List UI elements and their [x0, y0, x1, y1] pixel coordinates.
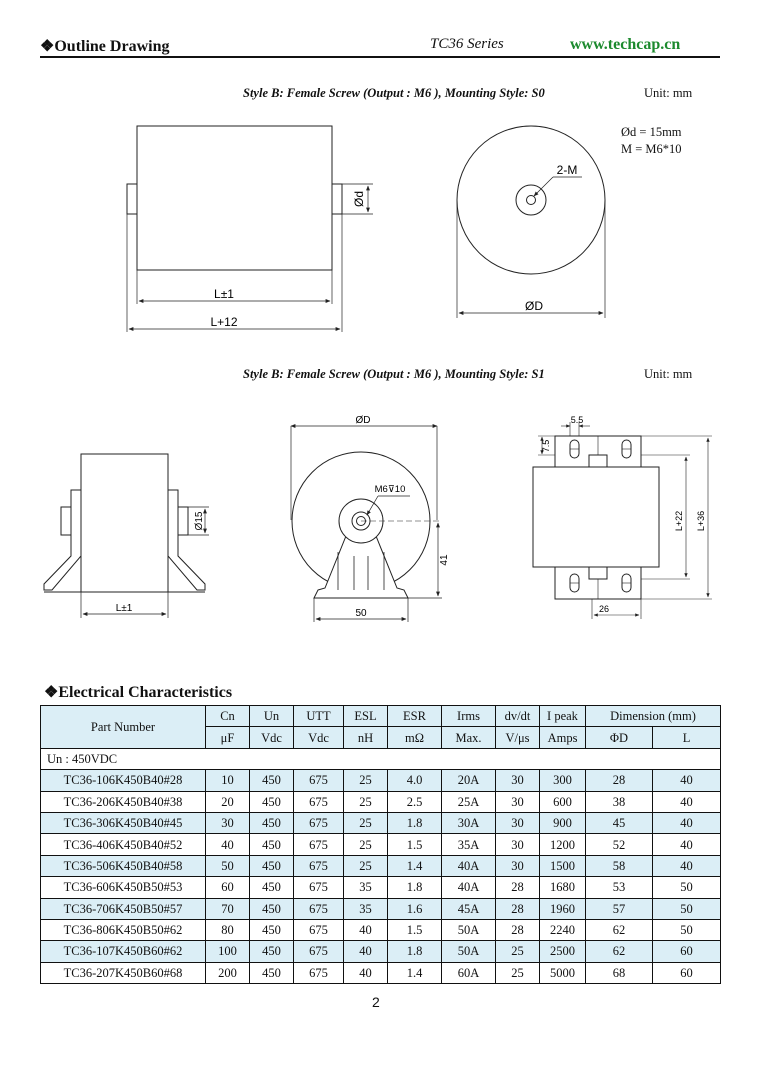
table-cell: 1.8	[388, 812, 442, 833]
s1-55-label: 5.5	[570, 415, 584, 425]
s1-50-label: 50	[355, 608, 367, 619]
table-row	[41, 877, 721, 898]
table-row	[41, 962, 721, 983]
table-cell: 60A	[442, 962, 496, 983]
table-cell: 50	[206, 855, 250, 876]
table-cell: 68	[586, 962, 653, 983]
table-cell: 40	[653, 770, 721, 791]
table-cell: 60	[206, 877, 250, 898]
table-row	[41, 812, 721, 833]
table-cell: 40A	[442, 855, 496, 876]
table-cell: 450	[250, 962, 294, 983]
table-cell: 30	[496, 834, 540, 855]
table-cell: 25	[344, 770, 388, 791]
table-cell: 28	[586, 770, 653, 791]
s0-d-small-label: Ød	[352, 190, 366, 208]
table-cell: 70	[206, 898, 250, 919]
table-cell: 50	[653, 877, 721, 898]
part-number-cell: TC36-306K450B40#45	[41, 812, 206, 833]
s1-l22-label: L+22	[674, 510, 684, 532]
table-cell: 1960	[540, 898, 586, 919]
style-s1-caption: Style B: Female Screw (Output : M6 ), Mounting Style: S1	[243, 367, 545, 381]
table-cell: 450	[250, 941, 294, 962]
table-cell: 450	[250, 834, 294, 855]
table-cell: 450	[250, 791, 294, 812]
table-cell: 5000	[540, 962, 586, 983]
s0-l1-label: L±1	[214, 287, 234, 301]
table-row	[41, 919, 721, 940]
table-cell: 52	[586, 834, 653, 855]
table-cell: 1.8	[388, 877, 442, 898]
col-part-number: Part Number	[41, 706, 206, 749]
unit-cell: Vdc	[250, 727, 294, 748]
s1-top-view	[533, 422, 712, 619]
unit-cell: mΩ	[388, 727, 442, 748]
s1-d15-label: Ø15	[194, 511, 205, 531]
col-dimension: Dimension (mm)	[586, 706, 721, 727]
table-cell: 675	[294, 919, 344, 940]
table-row	[41, 834, 721, 855]
table-cell: 675	[294, 962, 344, 983]
table-cell: 450	[250, 898, 294, 919]
table-cell: 40	[344, 919, 388, 940]
table-cell: 30	[496, 791, 540, 812]
table-cell: 35	[344, 898, 388, 919]
s1-41-label: 41	[439, 554, 450, 566]
table-cell: 62	[586, 941, 653, 962]
s1-26-label: 26	[598, 604, 610, 614]
table-cell: 1680	[540, 877, 586, 898]
unit-cell: Max.	[442, 727, 496, 748]
table-cell: 450	[250, 877, 294, 898]
outline-drawing-title: ❖Outline Drawing	[40, 38, 170, 55]
table-cell: 1500	[540, 855, 586, 876]
electrical-characteristics-title: ❖Electrical Characteristics	[44, 684, 233, 701]
table-cell: 675	[294, 770, 344, 791]
table-cell: 50	[653, 919, 721, 940]
s1-D-label: ØD	[355, 415, 371, 426]
table-cell: 675	[294, 812, 344, 833]
table-cell: 1.4	[388, 962, 442, 983]
part-number-cell: TC36-706K450B50#57	[41, 898, 206, 919]
s1-m6-label: M6⊽10	[374, 484, 406, 495]
table-cell: 30	[496, 770, 540, 791]
page-number: 2	[372, 994, 380, 1010]
part-number-cell: TC36-606K450B50#53	[41, 877, 206, 898]
table-cell: 28	[496, 919, 540, 940]
part-number-cell: TC36-107K450B60#62	[41, 941, 206, 962]
s0-2m-label: 2-M	[556, 163, 578, 177]
table-cell: 45	[586, 812, 653, 833]
s1-l1-label: L±1	[115, 603, 133, 614]
table-cell: 28	[496, 877, 540, 898]
table-cell: 62	[586, 919, 653, 940]
table-cell: 80	[206, 919, 250, 940]
table-cell: 675	[294, 898, 344, 919]
col-irms: Irms	[442, 706, 496, 727]
table-cell: 900	[540, 812, 586, 833]
table-cell: 30	[496, 855, 540, 876]
table-cell: 25	[344, 834, 388, 855]
table-row	[41, 770, 721, 791]
table-cell: 40	[653, 812, 721, 833]
col-utt: UTT	[294, 706, 344, 727]
table-cell: 2.5	[388, 791, 442, 812]
table-row	[41, 941, 721, 962]
table-cell: 50A	[442, 919, 496, 940]
group-label: Un : 450VDC	[41, 748, 721, 769]
part-number-cell: TC36-806K450B50#62	[41, 919, 206, 940]
unit-label-s1: Unit: mm	[644, 367, 693, 381]
table-cell: 1200	[540, 834, 586, 855]
unit-cell: L	[653, 727, 721, 748]
table-cell: 57	[586, 898, 653, 919]
electrical-characteristics-table	[40, 705, 721, 984]
table-row	[41, 791, 721, 812]
table-cell: 30A	[442, 812, 496, 833]
table-cell: 4.0	[388, 770, 442, 791]
s0-front-view	[457, 126, 605, 318]
unit-cell: nH	[344, 727, 388, 748]
table-cell: 50	[653, 898, 721, 919]
table-cell: 40A	[442, 877, 496, 898]
table-cell: 675	[294, 941, 344, 962]
series-name: TC36 Series	[430, 36, 504, 52]
table-cell: 28	[496, 898, 540, 919]
table-cell: 2500	[540, 941, 586, 962]
unit-cell: Amps	[540, 727, 586, 748]
s0-side-view	[127, 126, 373, 332]
table-cell: 30	[206, 812, 250, 833]
note-d: Ød = 15mm	[621, 125, 682, 139]
website-link[interactable]: www.techcap.cn	[570, 36, 681, 53]
table-cell: 35A	[442, 834, 496, 855]
table-cell: 60	[653, 962, 721, 983]
table-cell: 10	[206, 770, 250, 791]
table-cell: 100	[206, 941, 250, 962]
table-cell: 40	[653, 834, 721, 855]
table-cell: 40	[344, 962, 388, 983]
unit-cell: μF	[206, 727, 250, 748]
table-cell: 25	[344, 855, 388, 876]
table-cell: 25	[344, 812, 388, 833]
table-cell: 35	[344, 877, 388, 898]
note-m: M = M6*10	[621, 142, 682, 156]
table-cell: 1.6	[388, 898, 442, 919]
table-cell: 675	[294, 855, 344, 876]
s1-75-label: 7.5	[541, 439, 551, 453]
table-cell: 53	[586, 877, 653, 898]
table-cell: 675	[294, 791, 344, 812]
col-dvdt: dv/dt	[496, 706, 540, 727]
table-cell: 600	[540, 791, 586, 812]
table-row	[41, 898, 721, 919]
table-cell: 450	[250, 812, 294, 833]
col-un: Un	[250, 706, 294, 727]
table-cell: 20	[206, 791, 250, 812]
unit-cell: ΦD	[586, 727, 653, 748]
part-number-cell: TC36-406K450B40#52	[41, 834, 206, 855]
table-cell: 40	[653, 791, 721, 812]
table-cell: 25A	[442, 791, 496, 812]
table-cell: 675	[294, 877, 344, 898]
part-number-cell: TC36-506K450B40#58	[41, 855, 206, 876]
table-cell: 30	[496, 812, 540, 833]
table-cell: 45A	[442, 898, 496, 919]
table-header-row	[41, 706, 721, 727]
col-ipeak: I peak	[540, 706, 586, 727]
table-cell: 1.5	[388, 834, 442, 855]
unit-label-s0: Unit: mm	[644, 86, 693, 100]
s1-side-view	[44, 454, 209, 618]
table-cell: 25	[496, 962, 540, 983]
unit-cell: Vdc	[294, 727, 344, 748]
table-cell: 450	[250, 770, 294, 791]
s1-front-view	[291, 426, 442, 622]
table-cell: 1.8	[388, 941, 442, 962]
group-row	[41, 748, 721, 769]
table-cell: 58	[586, 855, 653, 876]
table-cell: 60	[653, 941, 721, 962]
table-cell: 450	[250, 919, 294, 940]
table-cell: 25	[344, 791, 388, 812]
unit-cell: V/μs	[496, 727, 540, 748]
table-row	[41, 855, 721, 876]
table-cell: 40	[653, 855, 721, 876]
style-s0-caption: Style B: Female Screw (Output : M6 ), Mounting Style: S0	[243, 86, 545, 100]
col-esl: ESL	[344, 706, 388, 727]
table-cell: 40	[206, 834, 250, 855]
table-cell: 2240	[540, 919, 586, 940]
table-cell: 50A	[442, 941, 496, 962]
part-number-cell: TC36-206K450B40#38	[41, 791, 206, 812]
s0-l12-label: L+12	[210, 315, 238, 329]
table-cell: 20A	[442, 770, 496, 791]
table-cell: 300	[540, 770, 586, 791]
table-cell: 25	[496, 941, 540, 962]
table-cell: 38	[586, 791, 653, 812]
table-cell: 40	[344, 941, 388, 962]
table-cell: 200	[206, 962, 250, 983]
s1-l36-label: L+36	[696, 510, 706, 532]
col-cn: Cn	[206, 706, 250, 727]
col-esr: ESR	[388, 706, 442, 727]
table-cell: 1.4	[388, 855, 442, 876]
table-cell: 675	[294, 834, 344, 855]
table-cell: 450	[250, 855, 294, 876]
table-cell: 1.5	[388, 919, 442, 940]
part-number-cell: TC36-106K450B40#28	[41, 770, 206, 791]
s0-D-label: ØD	[525, 299, 543, 313]
part-number-cell: TC36-207K450B60#68	[41, 962, 206, 983]
